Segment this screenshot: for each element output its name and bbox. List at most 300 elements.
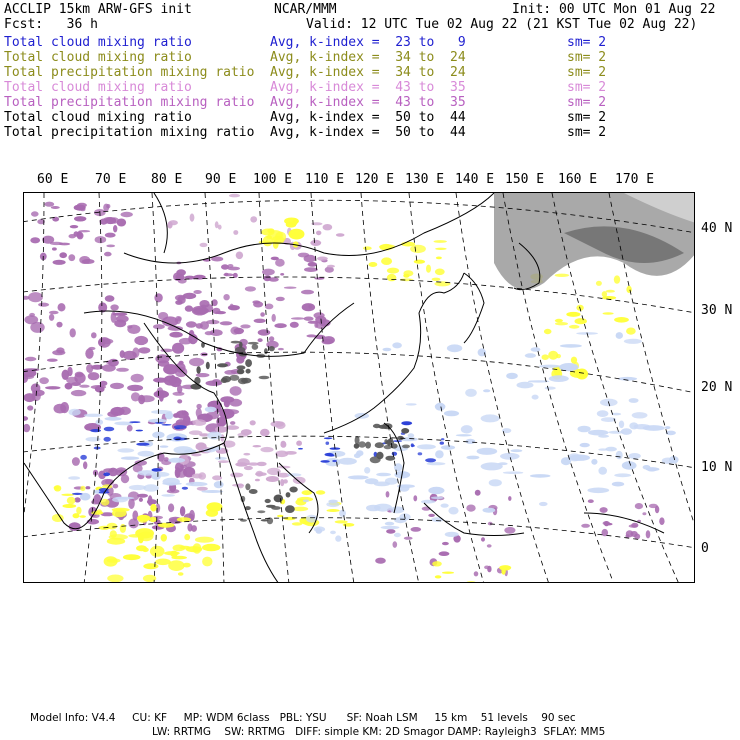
mid-cloud-patch: [435, 575, 442, 578]
mid-cloud-patch: [626, 286, 631, 293]
low-cloud-streak: [152, 468, 162, 472]
upper-cloud-patch: [105, 295, 115, 302]
mid-cloud-patch: [566, 312, 580, 317]
lon-label: 60 E: [37, 172, 69, 187]
low-cloud-patch: [390, 506, 404, 513]
low-cloud-patch: [545, 387, 556, 390]
low-cloud-patch: [121, 457, 139, 460]
mid-cloud-patch: [442, 572, 454, 574]
low-cloud-streak: [440, 442, 444, 445]
upper-cloud-patch: [442, 542, 449, 545]
title-left: ACCLIP 15km ARW-GFS init: [4, 2, 192, 17]
mid-cloud-patch: [67, 497, 76, 505]
low-cloud-streak: [425, 458, 436, 462]
upper-cloud-patch: [262, 269, 275, 276]
mid-cloud-patch: [112, 509, 127, 517]
upper-cloud-patch: [70, 328, 76, 337]
lon-label: 130 E: [405, 172, 445, 187]
upper-cloud-patch: [260, 312, 265, 317]
mid-cloud-patch: [316, 490, 326, 494]
upper-cloud-patch: [323, 224, 333, 230]
low-cloud-patch: [431, 497, 443, 500]
low-cloud-patch: [517, 382, 534, 389]
upper-cloud-patch: [304, 267, 318, 272]
upper-cloud-patch: [404, 537, 413, 540]
upper-cloud-patch: [198, 472, 206, 480]
deep-convection-patch: [264, 348, 268, 354]
mid-cloud-patch: [379, 244, 395, 249]
upper-cloud-patch: [229, 399, 242, 407]
low-cloud-streak: [326, 442, 330, 445]
low-cloud-patch: [201, 490, 223, 493]
mid-cloud-patch: [575, 318, 587, 324]
mid-cloud-patch: [596, 281, 602, 286]
upper-cloud-patch: [317, 257, 328, 261]
low-cloud-patch: [549, 375, 569, 382]
low-cloud-streak: [320, 460, 329, 463]
lon-label: 150 E: [505, 172, 545, 187]
mid-cloud-patch: [136, 545, 147, 551]
mid-cloud-patch: [149, 517, 157, 522]
upper-cloud-patch: [221, 264, 229, 269]
mid-cloud-patch: [195, 537, 214, 543]
upper-cloud-patch: [223, 409, 239, 414]
low-cloud-patch: [406, 403, 417, 405]
upper-cloud-patch: [241, 429, 252, 435]
deep-convection-patch: [265, 499, 271, 503]
model-info: Model Info: V4.4 CU: KF MP: WDM 6class PBL: YSU SF: Noah LSM 15 km 51 levels 90 sec: [30, 712, 576, 724]
mid-cloud-patch: [602, 291, 607, 297]
upper-cloud-patch: [272, 314, 276, 322]
upper-cloud-patch: [228, 305, 240, 310]
lon-label: 110 E: [305, 172, 345, 187]
low-cloud-patch: [466, 439, 476, 444]
upper-cloud-patch: [167, 489, 180, 493]
upper-cloud-patch: [475, 490, 481, 496]
low-cloud-streak: [324, 437, 333, 439]
upper-cloud-patch: [635, 503, 643, 509]
upper-cloud-patch: [466, 505, 475, 512]
low-cloud-patch: [335, 535, 341, 541]
low-cloud-patch: [622, 461, 637, 469]
low-cloud-patch: [408, 433, 415, 437]
low-cloud-streak: [90, 429, 101, 432]
low-cloud-patch: [105, 417, 122, 421]
low-cloud-streak: [103, 472, 110, 476]
low-cloud-patch: [612, 413, 622, 416]
upper-cloud-patch: [258, 338, 263, 342]
low-cloud-patch: [616, 451, 623, 459]
low-cloud-patch: [417, 444, 436, 449]
deep-convection-patch: [238, 378, 248, 384]
upper-cloud-patch: [386, 529, 395, 534]
low-cloud-patch: [160, 445, 169, 447]
upper-cloud-patch: [230, 327, 240, 335]
upper-cloud-patch: [302, 303, 315, 311]
mid-cloud-patch: [435, 248, 447, 250]
upper-cloud-patch: [314, 322, 318, 328]
low-cloud-streak: [136, 430, 143, 432]
low-cloud-streak: [174, 425, 187, 429]
low-cloud-patch: [138, 451, 155, 457]
upper-cloud-patch: [258, 329, 271, 335]
upper-cloud-patch: [47, 359, 58, 362]
upper-cloud-patch: [265, 304, 274, 310]
upper-cloud-patch: [223, 294, 229, 300]
low-cloud-patch: [205, 407, 217, 413]
lon-label: 170 E: [615, 172, 655, 187]
field-level-range: Avg, k-index = 34 to 24: [270, 65, 466, 80]
upper-cloud-patch: [283, 479, 288, 483]
valid-time: Valid: 12 UTC Tue 02 Aug 22 (21 KST Tue 02 Aug 22): [306, 17, 698, 32]
upper-cloud-patch: [196, 373, 210, 377]
deep-convection-patch: [230, 375, 240, 381]
mid-cloud-patch: [542, 354, 549, 360]
upper-cloud-patch: [223, 273, 233, 276]
upper-cloud-patch: [220, 321, 233, 325]
upper-cloud-patch: [240, 324, 250, 328]
low-cloud-patch: [503, 471, 523, 474]
upper-cloud-patch: [253, 445, 262, 447]
upper-cloud-patch: [291, 317, 305, 320]
upper-cloud-patch: [42, 236, 54, 244]
low-cloud-streak: [72, 493, 83, 495]
upper-cloud-patch: [106, 204, 110, 208]
upper-cloud-patch: [177, 296, 185, 304]
upper-cloud-patch: [106, 360, 112, 364]
upper-cloud-patch: [128, 491, 139, 500]
upper-cloud-patch: [91, 500, 99, 505]
upper-cloud-patch: [439, 551, 450, 556]
upper-cloud-patch: [325, 267, 334, 273]
longitude-line: [259, 193, 289, 583]
lon-label: 140 E: [455, 172, 495, 187]
low-cloud-patch: [161, 494, 175, 497]
upper-cloud-patch: [229, 194, 240, 198]
upper-cloud-patch: [245, 286, 256, 291]
mid-cloud-patch: [62, 504, 76, 508]
longitude-line: [205, 193, 224, 583]
low-cloud-patch: [510, 449, 522, 452]
low-cloud-patch: [441, 504, 449, 508]
mid-cloud-patch: [343, 523, 355, 527]
upper-cloud-patch: [139, 498, 143, 502]
upper-cloud-patch: [504, 527, 515, 534]
map-canvas: [24, 193, 695, 583]
low-cloud-patch: [366, 505, 381, 512]
upper-cloud-patch: [121, 212, 133, 217]
upper-cloud-patch: [411, 527, 422, 532]
mid-cloud-patch: [614, 275, 620, 283]
upper-cloud-patch: [327, 265, 335, 268]
upper-cloud-patch: [393, 541, 398, 548]
field-smoothing: sm= 2: [567, 50, 607, 65]
upper-cloud-patch: [290, 322, 299, 328]
field-smoothing: sm= 2: [567, 125, 607, 140]
upper-cloud-patch: [79, 385, 89, 388]
upper-cloud-patch: [206, 412, 219, 420]
upper-cloud-patch: [271, 421, 284, 427]
lat-label: 30 N: [701, 303, 733, 318]
low-cloud-patch: [580, 443, 590, 447]
mid-cloud-patch: [110, 530, 117, 538]
low-cloud-streak: [411, 445, 415, 447]
deep-convection-patch: [274, 495, 283, 503]
upper-cloud-patch: [106, 245, 115, 248]
deep-convection-patch: [289, 487, 297, 493]
upper-cloud-patch: [123, 351, 137, 360]
low-cloud-patch: [578, 426, 591, 433]
mid-cloud-patch: [186, 546, 202, 552]
low-cloud-patch: [392, 342, 402, 348]
low-cloud-patch: [444, 411, 459, 417]
deep-convection-patch: [266, 505, 276, 508]
upper-cloud-patch: [275, 451, 288, 458]
field-level-range: Avg, k-index = 50 to 44: [270, 125, 466, 140]
upper-cloud-patch: [646, 530, 651, 538]
forecast-hour: Fcst: 36 h: [4, 17, 98, 32]
low-cloud-streak: [136, 443, 149, 446]
upper-cloud-patch: [310, 240, 321, 246]
low-cloud-patch: [448, 507, 458, 515]
low-cloud-patch: [69, 409, 81, 416]
upper-cloud-patch: [263, 275, 271, 281]
upper-cloud-patch: [169, 375, 176, 386]
low-cloud-patch: [117, 448, 134, 452]
low-cloud-patch: [560, 344, 582, 348]
mid-cloud-patch: [80, 486, 85, 491]
low-cloud-streak: [173, 437, 181, 441]
upper-cloud-patch: [28, 292, 43, 302]
upper-cloud-patch: [659, 517, 664, 525]
low-cloud-patch: [539, 502, 548, 506]
mid-cloud-patch: [436, 257, 442, 260]
upper-cloud-patch: [247, 462, 259, 465]
deep-convection-patch: [231, 341, 241, 344]
mid-cloud-patch: [381, 257, 392, 265]
low-cloud-streak: [104, 437, 111, 442]
field-level-range: Avg, k-index = 50 to 44: [270, 110, 466, 125]
low-cloud-patch: [421, 500, 435, 504]
upper-cloud-patch: [243, 453, 250, 456]
low-cloud-patch: [598, 435, 609, 438]
mid-cloud-patch: [466, 581, 475, 583]
low-cloud-patch: [186, 482, 208, 486]
upper-cloud-patch: [27, 405, 33, 410]
upper-cloud-patch: [175, 467, 181, 478]
upper-cloud-patch: [274, 323, 286, 328]
upper-cloud-patch: [301, 290, 314, 295]
upper-cloud-patch: [271, 257, 279, 261]
deep-convection-patch: [245, 483, 250, 490]
upper-cloud-patch: [110, 407, 124, 416]
low-cloud-streak: [441, 438, 444, 440]
mid-cloud-patch: [107, 575, 123, 583]
mid-cloud-patch: [556, 354, 561, 358]
upper-cloud-patch: [69, 234, 76, 238]
upper-cloud-patch: [588, 499, 594, 503]
coastline: [464, 273, 484, 343]
upper-cloud-patch: [413, 495, 417, 501]
low-cloud-patch: [314, 526, 325, 532]
low-cloud-patch: [619, 421, 624, 429]
deep-convection-patch: [194, 377, 200, 385]
mid-cloud-patch: [501, 568, 505, 574]
low-cloud-patch: [532, 395, 539, 400]
upper-cloud-patch: [49, 311, 59, 315]
low-cloud-patch: [624, 339, 642, 344]
low-cloud-patch: [303, 500, 309, 503]
deep-convection-patch: [196, 366, 200, 374]
upper-cloud-patch: [180, 465, 187, 468]
field-name: Total cloud mixing ratio: [4, 110, 192, 125]
upper-cloud-patch: [95, 236, 107, 243]
mid-cloud-patch: [571, 357, 577, 364]
upper-cloud-patch: [24, 424, 30, 432]
upper-cloud-patch: [71, 390, 86, 396]
low-cloud-streak: [161, 424, 171, 426]
upper-cloud-patch: [253, 301, 263, 307]
low-cloud-patch: [215, 457, 227, 460]
upper-cloud-patch: [280, 441, 286, 448]
low-cloud-patch: [174, 446, 193, 454]
upper-cloud-patch: [68, 254, 75, 261]
mid-cloud-patch: [555, 274, 570, 277]
upper-cloud-patch: [190, 214, 195, 222]
mid-cloud-patch: [97, 509, 102, 514]
field-smoothing: sm= 2: [567, 110, 607, 125]
deep-convection-patch: [252, 344, 259, 350]
mid-cloud-patch: [123, 554, 141, 560]
upper-cloud-patch: [474, 571, 479, 576]
upper-cloud-patch: [197, 487, 208, 491]
lon-label: 160 E: [558, 172, 598, 187]
mid-cloud-patch: [403, 270, 413, 276]
upper-cloud-patch: [250, 420, 256, 425]
mid-cloud-patch: [387, 274, 397, 281]
low-cloud-patch: [427, 462, 446, 465]
deep-convection-patch: [286, 492, 291, 497]
low-cloud-patch: [530, 474, 551, 478]
upper-cloud-patch: [233, 230, 238, 235]
coastline: [584, 513, 664, 533]
upper-cloud-patch: [88, 347, 95, 350]
mid-cloud-patch: [335, 520, 348, 523]
deep-convection-patch: [245, 359, 252, 367]
upper-cloud-patch: [386, 491, 390, 497]
mid-cloud-patch: [435, 269, 445, 276]
mid-cloud-patch: [135, 528, 154, 538]
upper-cloud-patch: [163, 364, 178, 375]
deep-convection-patch: [285, 505, 295, 513]
mid-cloud-patch: [161, 534, 167, 542]
low-cloud-patch: [616, 332, 623, 339]
latitude-line: [24, 277, 695, 313]
low-cloud-patch: [287, 473, 301, 476]
upper-cloud-patch: [224, 370, 236, 375]
low-cloud-streak: [104, 427, 115, 432]
upper-cloud-patch: [206, 380, 223, 386]
upper-cloud-patch: [280, 273, 284, 276]
upper-cloud-patch: [581, 524, 590, 528]
upper-cloud-patch: [153, 324, 165, 329]
deep-convection-patch: [190, 384, 201, 390]
mid-cloud-patch: [614, 317, 629, 323]
low-cloud-streak: [328, 454, 335, 456]
upper-cloud-patch: [298, 253, 309, 258]
mid-cloud-patch: [292, 522, 303, 525]
mid-cloud-patch: [603, 312, 614, 315]
upper-cloud-patch: [104, 252, 112, 257]
upper-cloud-patch: [45, 386, 61, 389]
low-cloud-patch: [441, 445, 455, 450]
upper-cloud-patch: [600, 507, 608, 513]
mid-cloud-patch: [184, 534, 190, 540]
mid-cloud-patch: [432, 278, 441, 281]
upper-cloud-patch: [113, 313, 128, 316]
upper-cloud-patch: [49, 314, 54, 321]
upper-cloud-patch: [59, 252, 67, 258]
lat-label: 0: [701, 541, 709, 556]
low-cloud-patch: [428, 487, 444, 494]
mid-cloud-patch: [171, 556, 187, 560]
mid-cloud-patch: [107, 558, 121, 562]
upper-cloud-patch: [169, 332, 182, 338]
low-cloud-patch: [394, 533, 401, 537]
upper-cloud-patch: [65, 383, 73, 390]
upper-cloud-patch: [169, 220, 178, 225]
upper-cloud-patch: [114, 320, 126, 328]
low-cloud-patch: [376, 473, 391, 477]
upper-cloud-patch: [110, 304, 118, 310]
upper-cloud-patch: [642, 512, 646, 515]
upper-cloud-patch: [316, 231, 321, 236]
low-cloud-patch: [385, 522, 395, 526]
upper-cloud-patch: [116, 368, 129, 372]
low-cloud-streak: [298, 448, 303, 450]
deep-convection-patch: [384, 445, 392, 449]
low-cloud-patch: [165, 412, 173, 420]
upper-cloud-patch: [180, 506, 185, 516]
deep-convection-patch: [358, 441, 366, 447]
upper-cloud-patch: [30, 237, 40, 243]
upper-cloud-patch: [296, 441, 302, 446]
upper-cloud-patch: [236, 356, 244, 363]
lat-label: 40 N: [701, 221, 733, 236]
upper-cloud-patch: [113, 484, 119, 489]
low-cloud-patch: [461, 425, 473, 433]
upper-cloud-patch: [196, 404, 201, 409]
upper-cloud-patch: [230, 473, 243, 478]
lon-label: 100 E: [253, 172, 293, 187]
upper-cloud-patch: [232, 484, 244, 487]
upper-cloud-patch: [375, 558, 386, 564]
upper-cloud-patch: [185, 305, 193, 311]
upper-cloud-patch: [154, 293, 162, 302]
upper-cloud-patch: [484, 566, 489, 570]
deep-convection-patch: [217, 363, 228, 367]
low-cloud-patch: [612, 482, 624, 487]
mid-cloud-patch: [138, 516, 148, 522]
low-cloud-patch: [163, 478, 180, 486]
upper-cloud-patch: [153, 378, 168, 383]
upper-cloud-patch: [138, 347, 150, 353]
low-cloud-patch: [84, 414, 103, 417]
upper-cloud-patch: [629, 524, 638, 527]
low-cloud-patch: [489, 479, 502, 486]
low-cloud-patch: [381, 526, 400, 529]
low-cloud-patch: [168, 458, 185, 463]
